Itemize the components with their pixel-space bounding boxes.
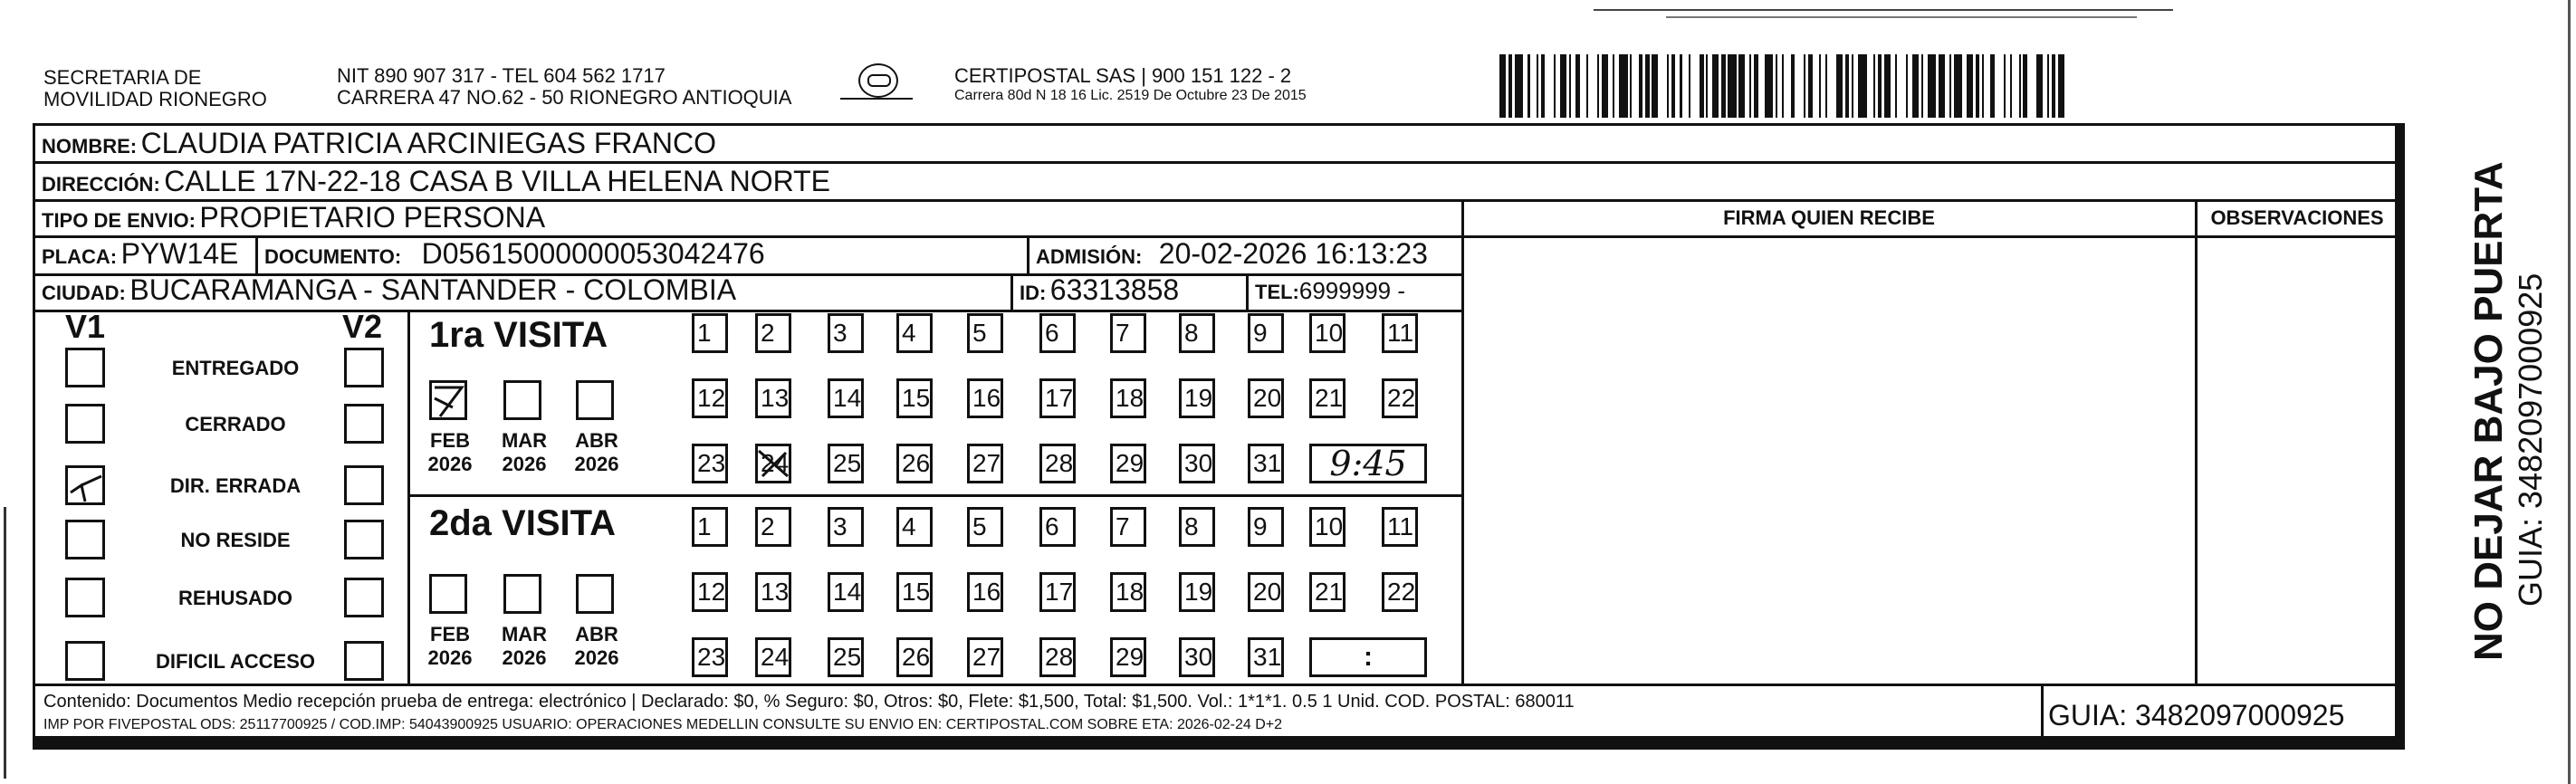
observaciones-label: OBSERVACIONES bbox=[2210, 206, 2384, 229]
v2-checkbox[interactable] bbox=[344, 520, 384, 559]
day-checkbox[interactable]: 1 bbox=[692, 507, 728, 547]
day-checkbox[interactable]: 17 bbox=[1039, 378, 1076, 418]
address-line: CARRERA 47 NO.62 - 50 RIONEGRO ANTIOQUIA bbox=[337, 86, 792, 109]
day-checkbox[interactable]: 13 bbox=[755, 378, 791, 418]
day-checkbox[interactable]: 24 bbox=[755, 637, 791, 677]
id-value: 63313858 bbox=[1049, 273, 1180, 306]
day-checkbox[interactable]: 20 bbox=[1248, 572, 1284, 612]
day-checkbox[interactable]: 24 bbox=[755, 444, 791, 483]
barcode-bar bbox=[1782, 54, 1784, 118]
documento-label: DOCUMENTO: bbox=[264, 245, 402, 268]
day-checkbox[interactable]: 29 bbox=[1110, 444, 1146, 483]
month-caption bbox=[565, 429, 628, 476]
day-checkbox[interactable]: 12 bbox=[692, 378, 728, 418]
barcode-bar bbox=[1560, 54, 1566, 118]
barcode-bar bbox=[1852, 54, 1853, 118]
month-year: 2026 bbox=[427, 646, 473, 669]
day-checkbox[interactable]: 23 bbox=[692, 444, 728, 483]
day-checkbox[interactable]: 18 bbox=[1110, 572, 1146, 612]
barcode-bar bbox=[1652, 54, 1658, 118]
footer-guia: GUIA: 3482097000925 bbox=[2048, 699, 2345, 731]
carrier-line-1: CERTIPOSTAL SAS | 900 151 122 - 2 bbox=[954, 64, 1292, 87]
day-checkbox[interactable]: 31 bbox=[1248, 637, 1284, 677]
first-visit-title: 1ra VISITA bbox=[429, 315, 608, 355]
status-label: DIFICIL ACCESO bbox=[155, 650, 315, 673]
v1-checkbox[interactable] bbox=[65, 404, 105, 444]
barcode-bar bbox=[1541, 54, 1546, 118]
day-checkbox[interactable]: 28 bbox=[1039, 637, 1076, 677]
barcode-bar bbox=[1825, 54, 1827, 118]
barcode-bar bbox=[2047, 54, 2049, 118]
side-guia: GUIA: 3482097000925 bbox=[2512, 272, 2549, 607]
month-year: 2026 bbox=[574, 646, 619, 669]
month-label: MAR bbox=[501, 623, 548, 645]
day-checkbox[interactable]: 13 bbox=[755, 572, 791, 612]
barcode-bar bbox=[1586, 54, 1588, 118]
v1-checkbox[interactable] bbox=[65, 348, 105, 387]
barcode-bar bbox=[1671, 54, 1676, 118]
barcode-bar bbox=[1884, 54, 1891, 118]
placa-label: PLACA: bbox=[42, 245, 118, 268]
status-label: CERRADO bbox=[185, 413, 286, 435]
id-label: ID: bbox=[1020, 282, 1047, 304]
status-label: REHUSADO bbox=[178, 587, 292, 609]
day-checkbox[interactable]: 2 bbox=[755, 507, 791, 547]
day-checkbox[interactable]: 19 bbox=[1179, 378, 1215, 418]
firma-label: FIRMA QUIEN RECIBE bbox=[1723, 206, 1935, 229]
status-label: NO RESIDE bbox=[180, 529, 291, 551]
barcode-bar bbox=[1804, 54, 1805, 118]
day-checkbox[interactable]: 4 bbox=[896, 507, 933, 547]
day-checkbox[interactable]: 5 bbox=[967, 507, 1003, 547]
documento-field bbox=[264, 237, 765, 271]
barcode-bar bbox=[1527, 54, 1529, 118]
barcode-bar bbox=[1873, 54, 1875, 118]
nombre-label: NOMBRE: bbox=[42, 135, 138, 158]
barcode-bar bbox=[1728, 54, 1737, 118]
month-checkbox[interactable] bbox=[576, 574, 614, 614]
barcode-bar bbox=[1776, 54, 1777, 118]
v2-checkbox[interactable] bbox=[344, 641, 384, 681]
day-checkbox[interactable]: 30 bbox=[1179, 637, 1215, 677]
tipo-envio-row bbox=[42, 201, 545, 234]
day-checkbox[interactable]: 23 bbox=[692, 637, 728, 677]
day-checkbox[interactable]: 26 bbox=[896, 444, 933, 483]
tipo-envio-value: PROPIETARIO PERSONA bbox=[199, 201, 546, 234]
day-checkbox[interactable]: 10 bbox=[1309, 507, 1345, 547]
day-checkbox[interactable]: 16 bbox=[967, 572, 1003, 612]
day-checkbox[interactable]: 22 bbox=[1382, 378, 1418, 418]
barcode-bar bbox=[1712, 54, 1719, 118]
day-checkbox[interactable]: 30 bbox=[1179, 444, 1215, 483]
frame-shadow bbox=[33, 739, 2398, 750]
status-label: DIR. ERRADA bbox=[169, 474, 302, 497]
placa-value: PYW14E bbox=[120, 237, 239, 270]
barcode-bar bbox=[1537, 54, 1538, 118]
day-checkbox[interactable]: 19 bbox=[1179, 572, 1215, 612]
no-dejar-bajo-puerta: NO DEJAR BAJO PUERTA bbox=[2466, 161, 2511, 661]
barcode-bar bbox=[1906, 54, 1908, 118]
day-checkbox[interactable]: 7 bbox=[1110, 507, 1146, 547]
day-checkbox[interactable]: 11 bbox=[1382, 313, 1418, 353]
month-year: 2026 bbox=[502, 453, 547, 475]
month-checkbox[interactable] bbox=[576, 380, 614, 420]
month-label: ABR bbox=[575, 623, 618, 645]
month-label: FEB bbox=[430, 623, 470, 645]
day-checkbox[interactable]: 6 bbox=[1039, 313, 1076, 353]
nit-line: NIT 890 907 317 - TEL 604 562 1717 bbox=[337, 64, 666, 87]
month-caption bbox=[418, 623, 482, 670]
day-checkbox[interactable]: 15 bbox=[896, 572, 933, 612]
barcode-bar bbox=[1569, 54, 1571, 118]
tipo-envio-label: TIPO DE ENVIO: bbox=[42, 209, 196, 232]
day-checkbox[interactable]: 21 bbox=[1309, 378, 1345, 418]
barcode-bar bbox=[1976, 54, 1980, 118]
day-checkbox[interactable]: 17 bbox=[1039, 572, 1076, 612]
tel-field bbox=[1255, 277, 1405, 305]
v1-checkbox[interactable] bbox=[65, 465, 105, 505]
day-checkbox[interactable]: 3 bbox=[828, 313, 864, 353]
barcode-image bbox=[1499, 54, 2197, 118]
admision-value: 20-02-2026 16:13:23 bbox=[1158, 237, 1428, 270]
id-field bbox=[1020, 273, 1179, 307]
nombre-row bbox=[42, 127, 716, 160]
day-checkbox[interactable]: 3 bbox=[828, 507, 864, 547]
day-checkbox[interactable]: 27 bbox=[967, 444, 1003, 483]
v2-checkbox[interactable] bbox=[344, 404, 384, 444]
day-checkbox[interactable]: 21 bbox=[1309, 572, 1345, 612]
barcode-bar bbox=[1639, 54, 1643, 118]
barcode-bar bbox=[1967, 54, 1973, 118]
month-checkbox[interactable] bbox=[429, 380, 467, 420]
day-checkbox[interactable]: 14 bbox=[828, 378, 864, 418]
second-visit-title: 2da VISITA bbox=[429, 503, 616, 543]
month-caption bbox=[493, 429, 556, 476]
barcode-bar bbox=[1765, 54, 1774, 118]
ciudad-field bbox=[42, 273, 736, 307]
barcode-bar bbox=[1895, 54, 1897, 118]
day-checkbox[interactable]: 1 bbox=[692, 313, 728, 353]
day-checkbox[interactable]: 31 bbox=[1248, 444, 1284, 483]
day-checkbox[interactable]: 7 bbox=[1110, 313, 1146, 353]
barcode-bar bbox=[1630, 54, 1632, 118]
month-checkbox[interactable] bbox=[503, 380, 541, 420]
v2-checkbox[interactable] bbox=[344, 578, 384, 617]
barcode-bar bbox=[1613, 54, 1614, 118]
day-checkbox[interactable]: 16 bbox=[967, 378, 1003, 418]
v2-label: V2 bbox=[342, 308, 383, 345]
day-checkbox[interactable]: 10 bbox=[1309, 313, 1345, 353]
day-checkbox[interactable]: 4 bbox=[896, 313, 933, 353]
barcode-bar bbox=[1791, 54, 1796, 118]
frame-shadow-right bbox=[2398, 123, 2405, 750]
barcode-bar bbox=[1738, 54, 1745, 118]
barcode-bar bbox=[1645, 54, 1650, 118]
month-year: 2026 bbox=[574, 453, 619, 475]
day-checkbox[interactable]: 15 bbox=[896, 378, 933, 418]
day-checkbox[interactable]: 8 bbox=[1179, 313, 1215, 353]
barcode-bar bbox=[1706, 54, 1708, 118]
day-checkbox[interactable]: 29 bbox=[1110, 637, 1146, 677]
side-panel bbox=[2412, 154, 2549, 661]
documento-value: D05615000000053042476 bbox=[421, 237, 765, 270]
barcode-bar bbox=[2058, 54, 2064, 118]
barcode-bar bbox=[1949, 54, 1951, 118]
barcode-bar bbox=[1819, 54, 1821, 118]
barcode-bar bbox=[2019, 54, 2021, 118]
certipostal-logo-icon bbox=[858, 63, 898, 98]
month-label: ABR bbox=[575, 429, 618, 452]
day-checkbox[interactable]: 28 bbox=[1039, 444, 1076, 483]
barcode-bar bbox=[1808, 54, 1813, 118]
v1-label: V1 bbox=[65, 308, 106, 345]
month-label: FEB bbox=[430, 429, 470, 452]
barcode-bar bbox=[1508, 54, 1513, 118]
barcode-bar bbox=[1845, 54, 1850, 118]
logo-underline bbox=[840, 98, 913, 103]
month-year: 2026 bbox=[502, 646, 547, 669]
day-checkbox[interactable]: 8 bbox=[1179, 507, 1215, 547]
ciudad-value: BUCARAMANGA - SANTANDER - COLOMBIA bbox=[129, 273, 737, 306]
placa-field bbox=[42, 237, 238, 271]
month-label: MAR bbox=[501, 429, 548, 452]
month-caption bbox=[493, 623, 556, 670]
day-checkbox[interactable]: 22 bbox=[1382, 572, 1418, 612]
barcode-bar bbox=[1939, 54, 1945, 118]
month-caption bbox=[418, 429, 482, 476]
barcode-bar bbox=[1602, 54, 1608, 118]
direccion-value: CALLE 17N-22-18 CASA B VILLA HELENA NORTE bbox=[164, 165, 830, 197]
time-field[interactable]: 9:45 bbox=[1309, 444, 1427, 483]
barcode-bar bbox=[1749, 54, 1751, 118]
month-checkbox[interactable] bbox=[503, 574, 541, 614]
barcode-bar bbox=[1680, 54, 1681, 118]
barcode-bar bbox=[2004, 54, 2006, 118]
nombre-value: CLAUDIA PATRICIA ARCINIEGAS FRANCO bbox=[140, 127, 716, 159]
barcode-bar bbox=[1619, 54, 1628, 118]
day-checkbox[interactable]: 20 bbox=[1248, 378, 1284, 418]
tel-value: 6999999 - bbox=[1298, 277, 1405, 304]
barcode-bar bbox=[2010, 54, 2012, 118]
time-field[interactable]: : bbox=[1309, 637, 1427, 677]
direccion-label: DIRECCIÓN: bbox=[42, 173, 160, 196]
day-checkbox[interactable]: 14 bbox=[828, 572, 864, 612]
month-year: 2026 bbox=[427, 453, 473, 475]
day-checkbox[interactable]: 26 bbox=[896, 637, 933, 677]
day-checkbox[interactable]: 25 bbox=[828, 637, 864, 677]
day-checkbox[interactable]: 2 bbox=[755, 313, 791, 353]
month-checkbox[interactable] bbox=[429, 574, 467, 614]
org-name bbox=[43, 67, 267, 110]
status-label: ENTREGADO bbox=[171, 357, 300, 379]
day-checkbox[interactable]: 6 bbox=[1039, 507, 1076, 547]
barcode-bar bbox=[2023, 54, 2027, 118]
direccion-row bbox=[42, 165, 830, 198]
barcode-bar bbox=[1575, 54, 1580, 118]
barcode-bar bbox=[1754, 54, 1758, 118]
barcode-bar bbox=[1515, 54, 1524, 118]
month-caption bbox=[565, 623, 628, 670]
day-checkbox[interactable]: 18 bbox=[1110, 378, 1146, 418]
day-checkbox[interactable]: 9 bbox=[1248, 507, 1284, 547]
edge-mark bbox=[4, 507, 6, 779]
barcode-bar bbox=[1689, 54, 1690, 118]
barcode-bar bbox=[1954, 54, 1963, 118]
day-checkbox[interactable]: 25 bbox=[828, 444, 864, 483]
barcode-bar bbox=[1700, 54, 1704, 118]
barcode-bar bbox=[2036, 54, 2043, 118]
org-contact bbox=[337, 65, 791, 109]
barcode-bar bbox=[1921, 54, 1923, 118]
barcode-bar bbox=[1928, 54, 1937, 118]
day-checkbox[interactable]: 27 bbox=[967, 637, 1003, 677]
carrier-line-2: Carrera 80d N 18 16 Lic. 2519 De Octubre 23 De 2015 bbox=[954, 88, 1307, 103]
day-checkbox[interactable]: 5 bbox=[967, 313, 1003, 353]
barcode-bar bbox=[1499, 54, 1506, 118]
v1-checkbox[interactable] bbox=[65, 578, 105, 617]
day-checkbox[interactable]: 11 bbox=[1382, 507, 1418, 547]
barcode-bar bbox=[1836, 54, 1843, 118]
v2-checkbox[interactable] bbox=[344, 465, 384, 505]
barcode-bar bbox=[1990, 54, 1995, 118]
v2-checkbox[interactable] bbox=[344, 348, 384, 387]
ciudad-label: CIUDAD: bbox=[42, 282, 126, 304]
barcode-bar bbox=[1858, 54, 1867, 118]
barcode-bar bbox=[1912, 54, 1919, 118]
v1-checkbox[interactable] bbox=[65, 641, 105, 681]
edge-mark-right bbox=[2568, 0, 2571, 784]
barcode-bar bbox=[1667, 54, 1669, 118]
barcode-bar bbox=[1721, 54, 1726, 118]
admision-label: ADMISIÓN: bbox=[1036, 245, 1143, 268]
v1-checkbox[interactable] bbox=[65, 520, 105, 559]
org-line-1: SECRETARIA DE bbox=[43, 66, 202, 89]
day-checkbox[interactable]: 12 bbox=[692, 572, 728, 612]
footer-imp-line: IMP POR FIVEPOSTAL ODS: 25117700925 / COD.IMP: 54043900925 USUARIO: OPERACIONES MEDELLIN CONSULTE SU ENVIO EN: CERTIPOSTAL.COM SOBRE ETA: 2026-02-24 D+2 bbox=[43, 717, 1283, 732]
barcode-bar bbox=[2052, 54, 2056, 118]
tel-label: TEL: bbox=[1255, 281, 1299, 303]
footer-content-line: Contenido: Documentos Medio recepción prueba de entrega: electrónico | Declarado: $0, % Seguro: $0, Otros: $0, Flete: $1,500, Total: $1,500. Vol.: 1*1*1. 0.5 1 Unid. COD. POSTAL: 680011 bbox=[43, 692, 1575, 712]
barcode-bar bbox=[1878, 54, 1882, 118]
org-line-2: MOVILIDAD RIONEGRO bbox=[43, 88, 267, 110]
day-checkbox[interactable]: 9 bbox=[1248, 313, 1284, 353]
barcode-bar bbox=[1554, 54, 1556, 118]
admision-field bbox=[1036, 237, 1428, 271]
barcode-bar bbox=[1597, 54, 1599, 118]
barcode-bar bbox=[1982, 54, 1984, 118]
carrier-info bbox=[954, 65, 1307, 105]
